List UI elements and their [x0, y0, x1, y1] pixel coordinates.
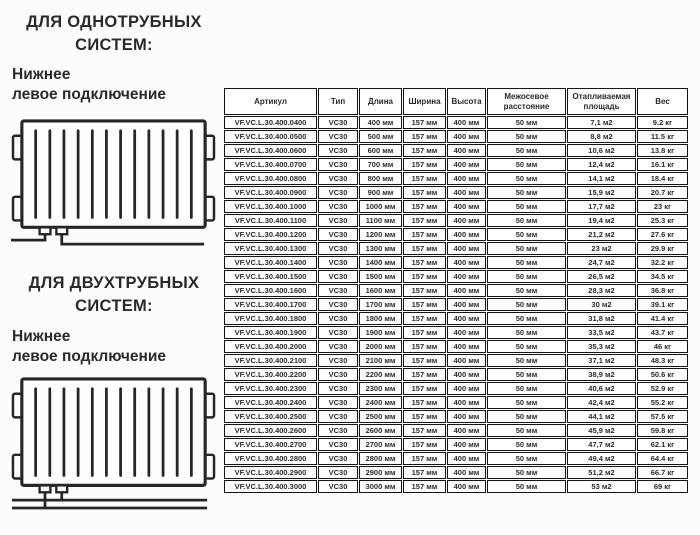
- outlet-stub: [56, 485, 67, 492]
- table-cell: VF.VC.L.30.400.1600: [224, 284, 317, 297]
- table-cell: 400 мм: [447, 410, 486, 423]
- table-row: [224, 116, 688, 129]
- table-cell: 32.2 кг: [637, 256, 688, 269]
- table-header-cell: Межосевое расстояние: [487, 88, 566, 115]
- table-cell: VF.VC.L.30.400.1800: [224, 312, 317, 325]
- table-cell: VC30: [318, 284, 358, 297]
- table-cell: 400 мм: [447, 326, 486, 339]
- table-cell: 157 мм: [403, 186, 446, 199]
- table-cell: 50 мм: [487, 186, 566, 199]
- table-cell: 64.4 кг: [637, 452, 688, 465]
- table-cell: 50 мм: [487, 410, 566, 423]
- table-header-cell: Тип: [318, 88, 358, 115]
- table-row: [224, 144, 688, 157]
- table-cell: VF.VC.L.30.400.0400: [224, 116, 317, 129]
- table-cell: 400 мм: [447, 312, 486, 325]
- table-cell: VC30: [318, 340, 358, 353]
- table-cell: 1100 мм: [359, 214, 402, 227]
- table-cell: 400 мм: [447, 340, 486, 353]
- table-cell: 42,4 м2: [567, 396, 636, 409]
- table-cell: 400 мм: [447, 130, 486, 143]
- table-cell: 16.1 кг: [637, 158, 688, 171]
- table-cell: 50 мм: [487, 466, 566, 479]
- table-cell: 400 мм: [447, 396, 486, 409]
- table-row: [224, 340, 688, 353]
- table-cell: VC30: [318, 410, 358, 423]
- table-cell: VF.VC.L.30.400.0500: [224, 130, 317, 143]
- table-cell: 50 мм: [487, 116, 566, 129]
- table-cell: 50 мм: [487, 452, 566, 465]
- table-header-cell: Вес: [637, 88, 688, 115]
- table-cell: VF.VC.L.30.400.2700: [224, 438, 317, 451]
- table-cell: 43.7 кг: [637, 326, 688, 339]
- table-cell: VC30: [318, 200, 358, 213]
- table-cell: VC30: [318, 298, 358, 311]
- table-cell: 50 мм: [487, 214, 566, 227]
- table-cell: 400 мм: [447, 256, 486, 269]
- table-cell: 40,6 м2: [567, 382, 636, 395]
- table-cell: VC30: [318, 158, 358, 171]
- table-cell: 35,3 м2: [567, 340, 636, 353]
- table-cell: VC30: [318, 172, 358, 185]
- table-cell: 157 мм: [403, 298, 446, 311]
- table-cell: 157 мм: [403, 312, 446, 325]
- table-cell: 1500 мм: [359, 270, 402, 283]
- table-cell: 47,7 м2: [567, 438, 636, 451]
- table-cell: 11.5 кг: [637, 130, 688, 143]
- table-cell: 50 мм: [487, 270, 566, 283]
- table-row: [224, 186, 688, 199]
- connection-label-line: Нижнее: [12, 328, 71, 345]
- table-body: [224, 116, 688, 493]
- table-cell: VC30: [318, 368, 358, 381]
- table-cell: 2600 мм: [359, 424, 402, 437]
- table-cell: 14,1 м2: [567, 172, 636, 185]
- table-cell: VF.VC.L.30.400.2900: [224, 466, 317, 479]
- table-cell: 3000 мм: [359, 480, 402, 493]
- single-pipe-radiator-diagram: [10, 116, 217, 250]
- table-cell: 44,1 м2: [567, 410, 636, 423]
- table-cell: 50 мм: [487, 242, 566, 255]
- heading-line: ДЛЯ ОДНОТРУБНЫХ: [26, 13, 202, 31]
- table-cell: 31,8 м2: [567, 312, 636, 325]
- table-cell: VF.VC.L.30.400.0600: [224, 144, 317, 157]
- table-cell: 157 мм: [403, 284, 446, 297]
- table-cell: 2100 мм: [359, 354, 402, 367]
- table-cell: 29.9 кг: [637, 242, 688, 255]
- table-cell: 50 мм: [487, 228, 566, 241]
- table-cell: 800 мм: [359, 172, 402, 185]
- table-cell: 23 м2: [567, 242, 636, 255]
- table-cell: 50 мм: [487, 382, 566, 395]
- table-cell: 400 мм: [447, 144, 486, 157]
- table-cell: VF.VC.L.30.400.1300: [224, 242, 317, 255]
- connection-label-two-pipe: [12, 327, 220, 367]
- table-cell: VC30: [318, 312, 358, 325]
- table-cell: 17,7 м2: [567, 200, 636, 213]
- table-cell: VC30: [318, 438, 358, 451]
- table-cell: 157 мм: [403, 270, 446, 283]
- table-cell: VF.VC.L.30.400.2500: [224, 410, 317, 423]
- heading-line: СИСТЕМ:: [75, 36, 153, 54]
- table-cell: 50 мм: [487, 354, 566, 367]
- table-cell: 400 мм: [447, 424, 486, 437]
- table-cell: 1400 мм: [359, 256, 402, 269]
- table-cell: 26,5 м2: [567, 270, 636, 283]
- table-cell: 49,4 м2: [567, 452, 636, 465]
- table-cell: 50 мм: [487, 326, 566, 339]
- table-cell: 900 мм: [359, 186, 402, 199]
- table-cell: VF.VC.L.30.400.2600: [224, 424, 317, 437]
- table-cell: VF.VC.L.30.400.2100: [224, 354, 317, 367]
- heading-line: СИСТЕМ:: [75, 297, 153, 315]
- table-cell: VF.VC.L.30.400.2200: [224, 368, 317, 381]
- table-cell: 400 мм: [447, 186, 486, 199]
- table-cell: 400 мм: [447, 466, 486, 479]
- table-cell: 46 кг: [637, 340, 688, 353]
- table-cell: 8,8 м2: [567, 130, 636, 143]
- table-cell: VC30: [318, 354, 358, 367]
- table-cell: VF.VC.L.30.400.1200: [224, 228, 317, 241]
- table-cell: VF.VC.L.30.400.2800: [224, 452, 317, 465]
- table-cell: 400 мм: [447, 368, 486, 381]
- table-cell: 157 мм: [403, 466, 446, 479]
- table-cell: 30 м2: [567, 298, 636, 311]
- table-cell: 28,3 м2: [567, 284, 636, 297]
- table-cell: 2700 мм: [359, 438, 402, 451]
- table-row: [224, 130, 688, 143]
- table-row: [224, 242, 688, 255]
- table-cell: VC30: [318, 186, 358, 199]
- table-cell: 157 мм: [403, 214, 446, 227]
- table-cell: 157 мм: [403, 438, 446, 451]
- connection-label-line: левое подключение: [12, 86, 167, 103]
- table-cell: 9.2 кг: [637, 116, 688, 129]
- table-row: [224, 354, 688, 367]
- table-cell: 36.8 кг: [637, 284, 688, 297]
- table-row: [224, 312, 688, 325]
- table-cell: 52.9 кг: [637, 382, 688, 395]
- table-cell: 7,1 м2: [567, 116, 636, 129]
- table-header-cell: Ширина: [403, 88, 446, 115]
- table-cell: 59.8 кг: [637, 424, 688, 437]
- heading-line: ДЛЯ ДВУХТРУБНЫХ: [28, 274, 200, 292]
- table-cell: 600 мм: [359, 144, 402, 157]
- inlet-stub: [40, 227, 51, 234]
- table-cell: 50 мм: [487, 158, 566, 171]
- table-cell: VC30: [318, 144, 358, 157]
- table-cell: 45,9 м2: [567, 424, 636, 437]
- table-cell: 50 мм: [487, 298, 566, 311]
- table-row: [224, 326, 688, 339]
- table-cell: 157 мм: [403, 368, 446, 381]
- table-cell: 2500 мм: [359, 410, 402, 423]
- table-cell: 10,6 м2: [567, 144, 636, 157]
- table-cell: 400 мм: [447, 452, 486, 465]
- table-cell: 2000 мм: [359, 340, 402, 353]
- table-cell: 400 мм: [447, 270, 486, 283]
- outlet-stub: [56, 227, 67, 234]
- table-cell: 38,9 м2: [567, 368, 636, 381]
- table-row: [224, 284, 688, 297]
- table-row: [224, 368, 688, 381]
- table-cell: 157 мм: [403, 144, 446, 157]
- table-cell: VC30: [318, 116, 358, 129]
- table-cell: 27.6 кг: [637, 228, 688, 241]
- table-header-cell: Длина: [359, 88, 402, 115]
- table-header-row: [224, 88, 688, 115]
- table-row: [224, 228, 688, 241]
- table-cell: 1200 мм: [359, 228, 402, 241]
- table-cell: VC30: [318, 228, 358, 241]
- table-cell: 2200 мм: [359, 368, 402, 381]
- table-cell: 157 мм: [403, 354, 446, 367]
- table-row: [224, 410, 688, 423]
- table-cell: 500 мм: [359, 130, 402, 143]
- table-cell: 39.1 кг: [637, 298, 688, 311]
- table-cell: 48.3 кг: [637, 354, 688, 367]
- table-cell: 400 мм: [447, 214, 486, 227]
- table-cell: 25.3 кг: [637, 214, 688, 227]
- table-cell: 50 мм: [487, 144, 566, 157]
- table-cell: 50 мм: [487, 312, 566, 325]
- table-cell: 400 мм: [447, 298, 486, 311]
- two-pipe-radiator-diagram: [10, 372, 217, 514]
- table-header-cell: Артикул: [224, 88, 317, 115]
- table-cell: 19,4 м2: [567, 214, 636, 227]
- table-cell: 24,7 м2: [567, 256, 636, 269]
- table-row: [224, 452, 688, 465]
- section-heading-two-pipe: [8, 272, 220, 318]
- connection-label-line: Нижнее: [12, 66, 71, 83]
- connection-label-single-pipe: [12, 65, 220, 105]
- table-row: [224, 214, 688, 227]
- table-cell: 157 мм: [403, 172, 446, 185]
- table-cell: 34.5 кг: [637, 270, 688, 283]
- table-cell: VC30: [318, 424, 358, 437]
- table-cell: 51,2 м2: [567, 466, 636, 479]
- table-cell: VC30: [318, 480, 358, 493]
- table-cell: 62.1 кг: [637, 438, 688, 451]
- table-cell: VC30: [318, 270, 358, 283]
- table-row: [224, 256, 688, 269]
- inlet-stub: [40, 485, 51, 492]
- table-cell: VF.VC.L.30.400.1400: [224, 256, 317, 269]
- table-cell: 1600 мм: [359, 284, 402, 297]
- table-row: [224, 158, 688, 171]
- connection-label-line: левое подключение: [12, 348, 167, 365]
- table-cell: VC30: [318, 256, 358, 269]
- table-cell: 400 мм: [447, 284, 486, 297]
- table-cell: 157 мм: [403, 424, 446, 437]
- table-cell: VC30: [318, 326, 358, 339]
- table-cell: 53 м2: [567, 480, 636, 493]
- table-cell: VF.VC.L.30.400.2000: [224, 340, 317, 353]
- table-cell: 69 кг: [637, 480, 688, 493]
- table-cell: 1300 мм: [359, 242, 402, 255]
- table-cell: 50 мм: [487, 172, 566, 185]
- table-cell: 400 мм: [447, 354, 486, 367]
- table-row: [224, 424, 688, 437]
- table-cell: 400 мм: [359, 116, 402, 129]
- table-cell: VC30: [318, 466, 358, 479]
- table-cell: 50 мм: [487, 130, 566, 143]
- table-cell: 50 мм: [487, 284, 566, 297]
- table-cell: 400 мм: [447, 382, 486, 395]
- table-cell: 157 мм: [403, 382, 446, 395]
- table-cell: 55.2 кг: [637, 396, 688, 409]
- table-cell: 157 мм: [403, 410, 446, 423]
- table-row: [224, 396, 688, 409]
- table-cell: 50 мм: [487, 480, 566, 493]
- section-heading-single-pipe: [8, 11, 220, 57]
- table-cell: VC30: [318, 214, 358, 227]
- table-cell: 700 мм: [359, 158, 402, 171]
- table-cell: VC30: [318, 130, 358, 143]
- table-cell: 50 мм: [487, 396, 566, 409]
- table-cell: 57.5 кг: [637, 410, 688, 423]
- table-cell: 13.8 кг: [637, 144, 688, 157]
- table-cell: 400 мм: [447, 228, 486, 241]
- table-cell: 50 мм: [487, 340, 566, 353]
- table-cell: 41.4 кг: [637, 312, 688, 325]
- table-cell: 50 мм: [487, 438, 566, 451]
- table-row: [224, 270, 688, 283]
- table-cell: 50 мм: [487, 368, 566, 381]
- table-cell: VF.VC.L.30.400.1700: [224, 298, 317, 311]
- table-cell: 2900 мм: [359, 466, 402, 479]
- return-pipe: [62, 234, 204, 244]
- table-cell: 1700 мм: [359, 298, 402, 311]
- table-cell: 157 мм: [403, 452, 446, 465]
- table-cell: VF.VC.L.30.400.0800: [224, 172, 317, 185]
- table-cell: 157 мм: [403, 480, 446, 493]
- table-cell: VF.VC.L.30.400.0700: [224, 158, 317, 171]
- table-cell: VC30: [318, 242, 358, 255]
- table-header-cell: Отапливаемая площадь: [567, 88, 636, 115]
- table-cell: 157 мм: [403, 116, 446, 129]
- table-cell: 400 мм: [447, 242, 486, 255]
- table-cell: 157 мм: [403, 158, 446, 171]
- table-row: [224, 382, 688, 395]
- table-cell: 50 мм: [487, 424, 566, 437]
- table-cell: 66.7 кг: [637, 466, 688, 479]
- table-cell: 18.4 кг: [637, 172, 688, 185]
- table-cell: 400 мм: [447, 480, 486, 493]
- table-cell: 400 мм: [447, 438, 486, 451]
- table-cell: 400 мм: [447, 116, 486, 129]
- table-cell: VF.VC.L.30.400.0900: [224, 186, 317, 199]
- table-cell: VC30: [318, 396, 358, 409]
- table-cell: 20.7 кг: [637, 186, 688, 199]
- table-cell: 400 мм: [447, 172, 486, 185]
- table-cell: VF.VC.L.30.400.2300: [224, 382, 317, 395]
- table-row: [224, 466, 688, 479]
- table-row: [224, 438, 688, 451]
- table-cell: 157 мм: [403, 228, 446, 241]
- table-cell: 33,5 м2: [567, 326, 636, 339]
- table-cell: VF.VC.L.30.400.1900: [224, 326, 317, 339]
- table-cell: 400 мм: [447, 158, 486, 171]
- table-cell: VF.VC.L.30.400.1100: [224, 214, 317, 227]
- table-row: [224, 298, 688, 311]
- table-cell: 37,1 м2: [567, 354, 636, 367]
- table-row: [224, 200, 688, 213]
- table-cell: VC30: [318, 452, 358, 465]
- table-cell: 1900 мм: [359, 326, 402, 339]
- left-panel: [8, 0, 220, 535]
- table-cell: 50 мм: [487, 256, 566, 269]
- table-cell: 157 мм: [403, 326, 446, 339]
- table-row: [224, 480, 688, 493]
- table-cell: 2800 мм: [359, 452, 402, 465]
- table-cell: 157 мм: [403, 396, 446, 409]
- table-cell: 50 мм: [487, 200, 566, 213]
- table-cell: 157 мм: [403, 256, 446, 269]
- table-cell: 1800 мм: [359, 312, 402, 325]
- table-cell: 157 мм: [403, 340, 446, 353]
- table-cell: VF.VC.L.30.400.1500: [224, 270, 317, 283]
- table-cell: 2400 мм: [359, 396, 402, 409]
- table-cell: 21,2 м2: [567, 228, 636, 241]
- table-cell: 50.6 кг: [637, 368, 688, 381]
- table-cell: 1000 мм: [359, 200, 402, 213]
- table-cell: 157 мм: [403, 200, 446, 213]
- table-cell: VF.VC.L.30.400.3000: [224, 480, 317, 493]
- table-cell: 15,9 м2: [567, 186, 636, 199]
- table-cell: VF.VC.L.30.400.1000: [224, 200, 317, 213]
- table-cell: 400 мм: [447, 200, 486, 213]
- table-cell: VF.VC.L.30.400.2400: [224, 396, 317, 409]
- table-cell: 2300 мм: [359, 382, 402, 395]
- table-cell: 157 мм: [403, 242, 446, 255]
- table-header-cell: Высота: [447, 88, 486, 115]
- table-cell: 157 мм: [403, 130, 446, 143]
- table-cell: 12,4 м2: [567, 158, 636, 171]
- table-cell: VC30: [318, 382, 358, 395]
- table-row: [224, 172, 688, 185]
- table-cell: 23 кг: [637, 200, 688, 213]
- spec-table: [223, 87, 689, 494]
